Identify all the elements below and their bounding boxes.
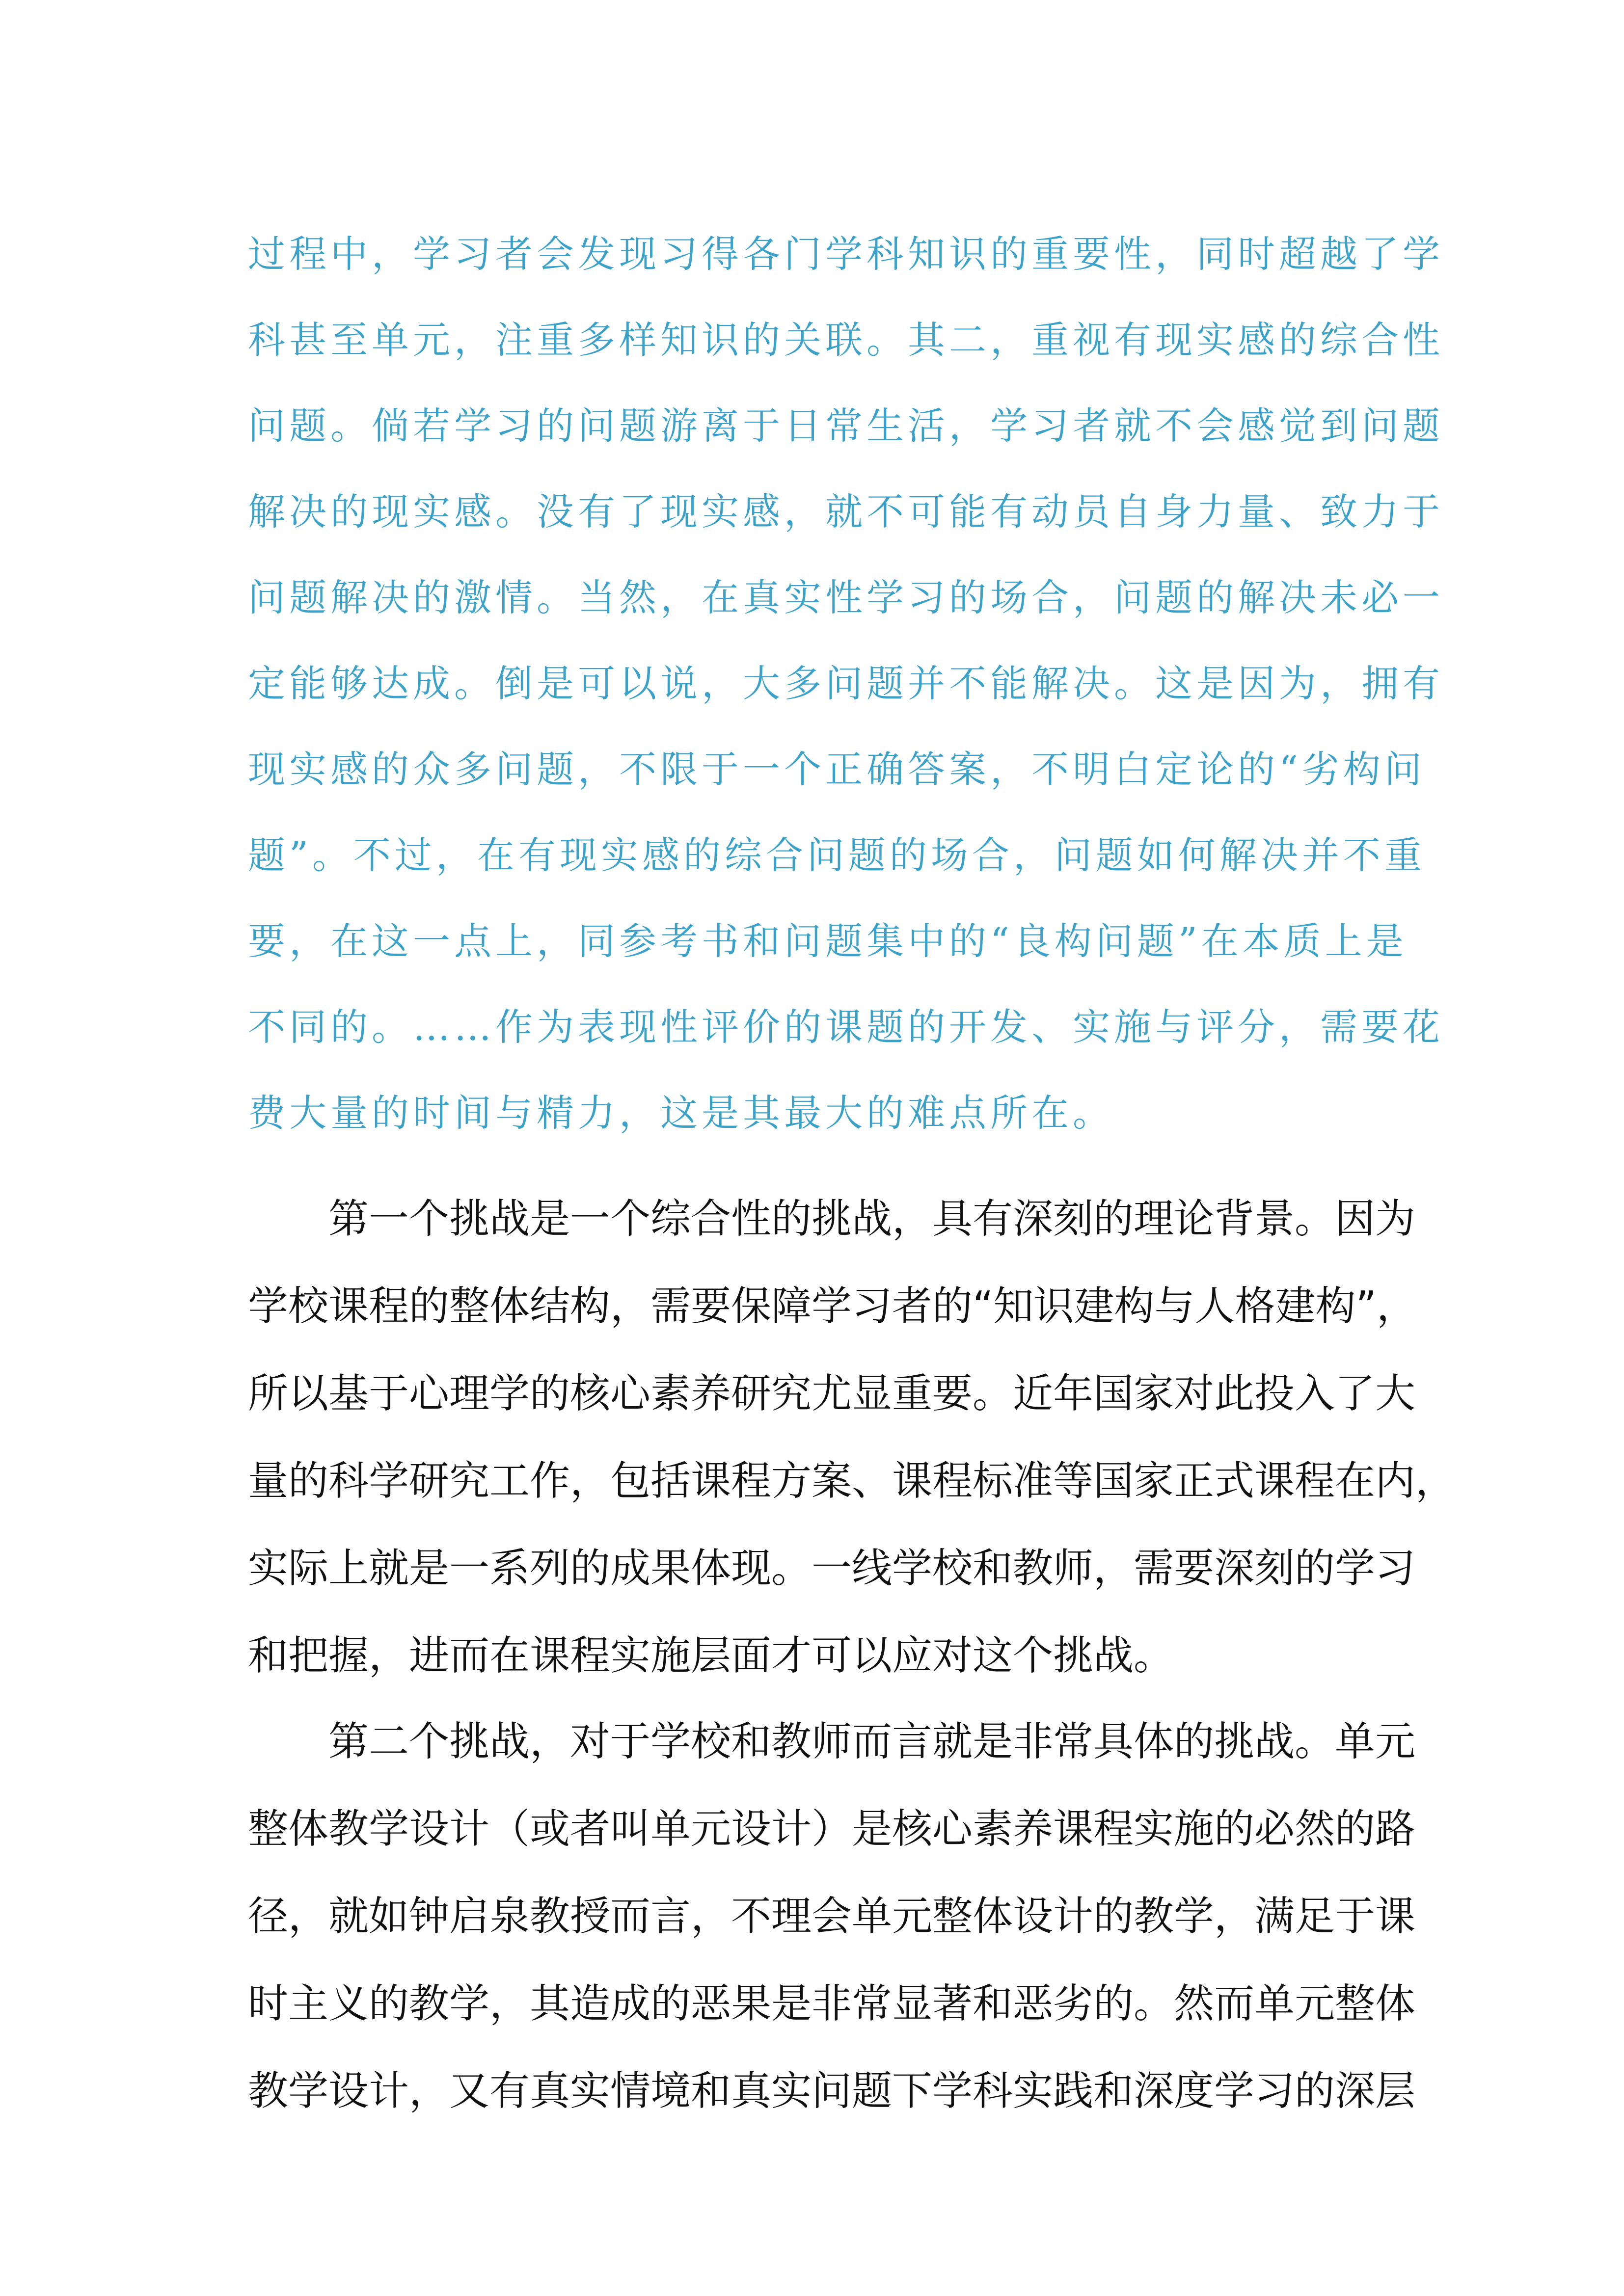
paragraph-line: 量的科学研究工作，包括课程方案、课程标准等国家正式课程在内， <box>248 1458 1456 1504</box>
quote-line: 费大量的时间与精力，这是其最大的难点所在。 <box>248 1091 1114 1135</box>
paragraph-line: 时主义的教学，其造成的恶果是非常显著和恶劣的。然而单元整体 <box>248 1980 1416 2027</box>
paragraph-line: 教学设计，又有真实情境和真实问题下学科实践和深度学习的深层 <box>248 2068 1416 2114</box>
quote-line: 解决的现实感。没有了现实感，就不可能有动员自身力量、致力于 <box>248 490 1444 534</box>
quote-line: 定能够达成。倒是可以说，大多问题并不能解决。这是因为，拥有 <box>248 662 1444 705</box>
quote-line: 科甚至单元，注重多样知识的关联。其二，重视有现实感的综合性 <box>248 318 1444 362</box>
paragraph-line: 径，就如钟启泉教授而言，不理会单元整体设计的教学，满足于课 <box>248 1893 1416 1940</box>
paragraph-first-challenge <box>248 1175 1456 1700</box>
paragraph-line: 和把握，进而在课程实施层面才可以应对这个挑战。 <box>248 1632 1174 1679</box>
paragraph-line: 学校课程的整体结构，需要保障学习者的“知识建构与人格建构”， <box>248 1283 1417 1330</box>
paragraph-line: 第一个挑战是一个综合性的挑战，具有深刻的理论背景。因为 <box>248 1196 1416 1242</box>
paragraph-second-challenge <box>248 1698 1416 2135</box>
quote-line: 问题。倘若学习的问题游离于日常生活，学习者就不会感觉到问题 <box>248 404 1444 448</box>
quoted-passage <box>248 211 1444 1156</box>
quote-line: 过程中，学习者会发现习得各门学科知识的重要性，同时超越了学 <box>248 232 1444 276</box>
quote-line: 现实感的众多问题，不限于一个正确答案，不明白定论的“劣构问 <box>248 748 1426 791</box>
quote-line: 题”。不过，在有现实感的综合问题的场合，问题如何解决并不重 <box>248 833 1426 877</box>
quote-line: 问题解决的激情。当然，在真实性学习的场合，问题的解决未必一 <box>248 576 1444 619</box>
paragraph-line: 实际上就是一系列的成果体现。一线学校和教师，需要深刻的学习 <box>248 1545 1416 1592</box>
paragraph-line: 所以基于心理学的核心素养研究尤显重要。近年国家对此投入了大 <box>248 1370 1416 1417</box>
paragraph-line: 整体教学设计（或者叫单元设计）是核心素养课程实施的必然的路 <box>248 1806 1416 1852</box>
quote-line: 要，在这一点上，同参考书和问题集中的“良构问题”在本质上是 <box>248 919 1407 963</box>
quote-line: 不同的。……作为表现性评价的课题的开发、实施与评分，需要花 <box>248 1005 1444 1049</box>
paragraph-line: 第二个挑战，对于学校和教师而言就是非常具体的挑战。单元 <box>248 1718 1416 1765</box>
